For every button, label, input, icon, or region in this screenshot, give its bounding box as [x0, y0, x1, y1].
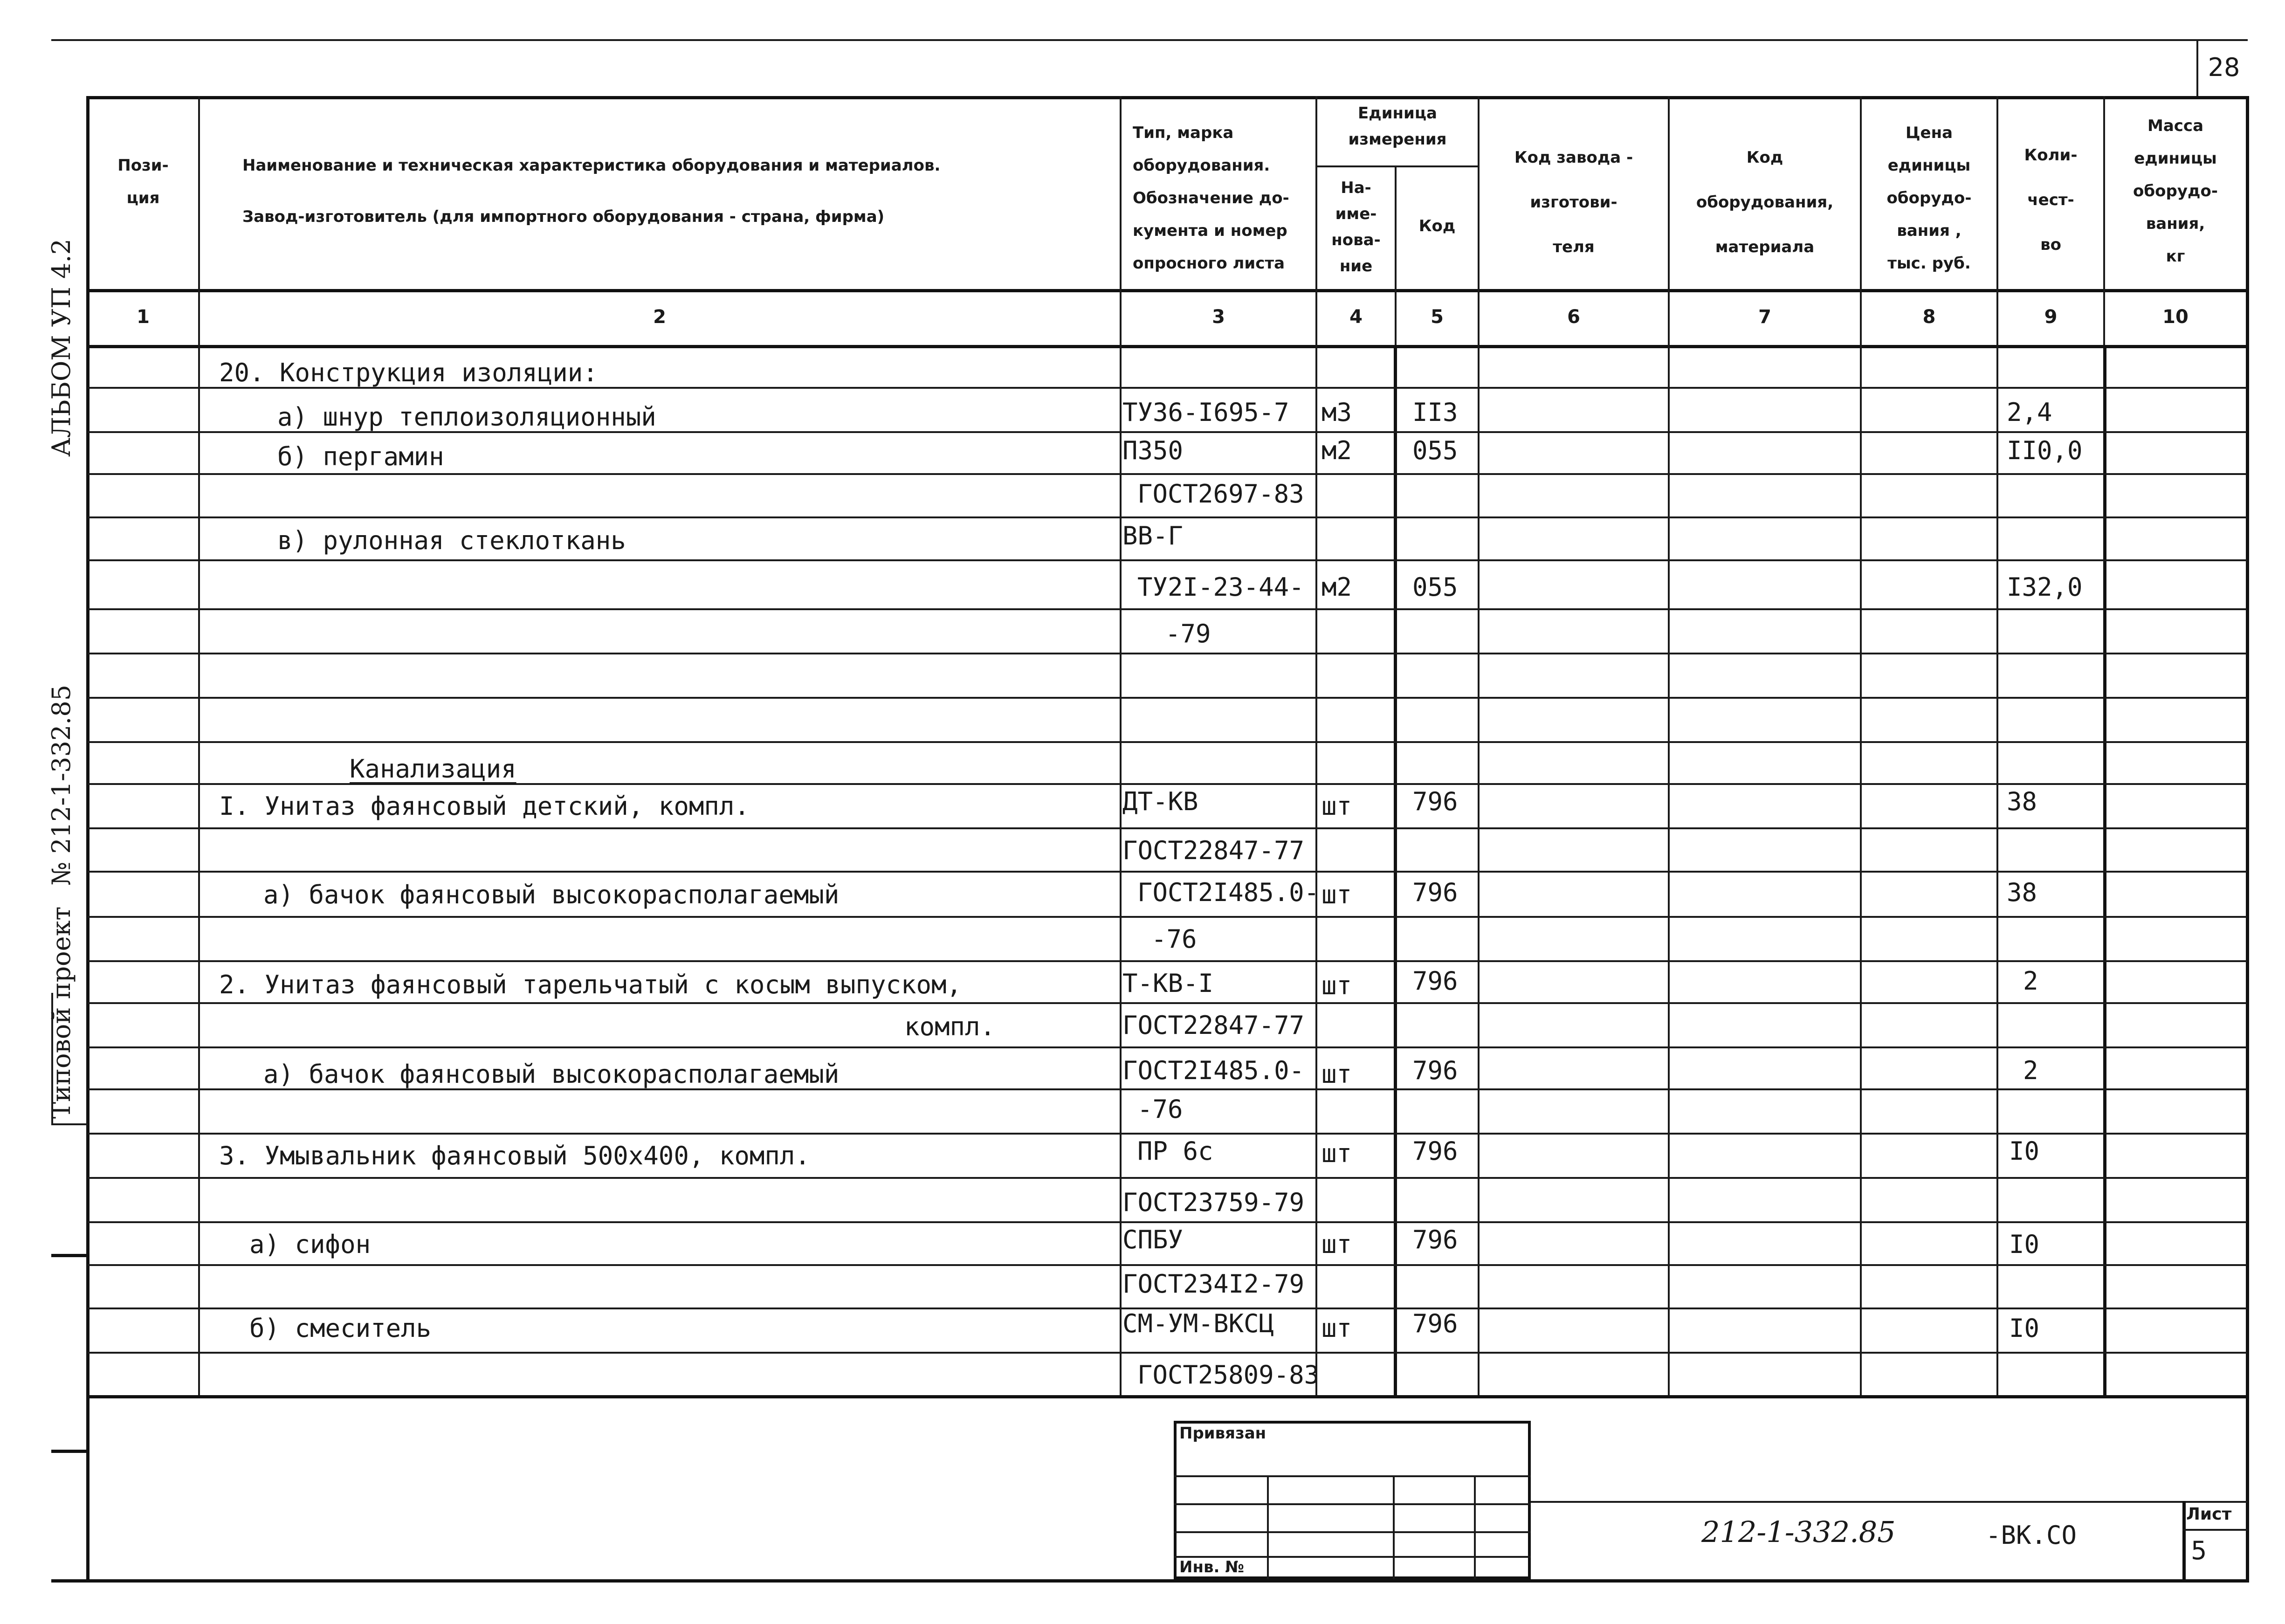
bound-label: Привязан	[1179, 1424, 1266, 1443]
row-qty: 2	[2023, 1056, 2038, 1085]
row-qty: 38	[2007, 878, 2037, 907]
row-name: б) смеситель	[249, 1314, 432, 1343]
row-qty: I0	[2009, 1314, 2040, 1343]
sheet-label: Лист	[2186, 1505, 2232, 1524]
row-type: П350	[1122, 436, 1184, 465]
row-name: а) шнур теплоизоляционный	[277, 402, 656, 432]
header-position: Пози- ция	[117, 156, 169, 207]
row-type: -79	[1165, 619, 1211, 648]
header-unit-code: Код	[1418, 217, 1456, 235]
row-unit: шт	[1321, 971, 1352, 1000]
row-type: ГОСТ234I2-79	[1122, 1269, 1305, 1299]
sheet-number: 28	[2208, 53, 2240, 82]
col-sep	[198, 96, 200, 1397]
row-code: 055	[1412, 572, 1458, 602]
margin-tick	[51, 1450, 88, 1453]
row-code: 796	[1412, 1136, 1458, 1166]
row-type: ГОСТ22847-77	[1122, 1011, 1305, 1040]
row-name: а) бачок фаянсовый высокорасполагаемый	[263, 880, 840, 909]
row-unit: шт	[1321, 1314, 1352, 1343]
row-unit: шт	[1321, 880, 1352, 909]
unit-group-line	[1315, 165, 1478, 167]
row-unit: м2	[1321, 572, 1352, 602]
col-number: 9	[2044, 306, 2058, 328]
row-type: -76	[1151, 924, 1197, 954]
row-qty: 2	[2023, 966, 2038, 996]
row-unit: шт	[1321, 791, 1352, 821]
row-unit: шт	[1321, 1230, 1352, 1259]
header-quantity: Коли- чест- во	[2024, 146, 2078, 254]
header-name: Наименование и техническая характеристика оборудования и материалов. Завод-изготовитель (для импортного оборудования - страна, фирма)	[242, 156, 941, 226]
col-number: 6	[1567, 306, 1580, 328]
row-type: ГОСТ22847-77	[1122, 836, 1305, 865]
row-unit: шт	[1321, 1060, 1352, 1089]
row-type: ГОСТ2I485.0-	[1137, 878, 1320, 907]
row-type: ГОСТ2I485.0-	[1122, 1056, 1305, 1085]
row-name: а) бачок фаянсовый высокорасполагаемый	[263, 1060, 840, 1089]
row-type: СПБУ	[1122, 1225, 1184, 1254]
project-number-label: № 212-1-332.85	[47, 684, 76, 886]
row-type: ТУ2I-23-44-	[1137, 572, 1304, 602]
col-number: 4	[1349, 306, 1363, 328]
sheet-value: 5	[2191, 1536, 2207, 1565]
designation-suffix: -ВК.СО	[1986, 1521, 2077, 1550]
row-type: ВВ-Г	[1122, 521, 1184, 551]
colnum-bottom	[86, 345, 2249, 348]
header-price: Цена единицы оборудо- вания , тыс. руб.	[1886, 124, 1972, 273]
row-name: 3. Умывальник фаянсовый 500х400, компл.	[219, 1141, 810, 1170]
margin-tick	[51, 1254, 88, 1257]
row-code: 055	[1412, 436, 1458, 465]
header-equipment-code: Код оборудования, материала	[1696, 148, 1834, 256]
row-qty: I0	[2009, 1136, 2040, 1166]
row-name: 2. Унитаз фаянсовый тарельчатый с косым выпуском,	[219, 970, 962, 999]
row-type: ГОСТ25809-83	[1137, 1360, 1320, 1390]
row-code: 796	[1412, 787, 1458, 816]
header-mass: Масса единицы оборудо- вания, кг	[2133, 117, 2218, 266]
designation-handwritten: 212-1-332.85	[1701, 1515, 1896, 1549]
row-name: а) сифон	[249, 1230, 371, 1259]
row-name: б) пергамин	[277, 442, 444, 471]
row-type: ТУ36-I695-7	[1122, 398, 1289, 427]
col-number: 2	[653, 306, 666, 328]
col-number: 7	[1758, 306, 1771, 328]
frame-bottom	[51, 1579, 2249, 1583]
frame-top	[86, 96, 2249, 99]
row-type: ДТ-КВ	[1122, 787, 1198, 816]
album-label: АЛЬБОМ УП 4.2	[47, 239, 76, 457]
row-type: Т-КВ-I	[1122, 969, 1214, 998]
project-type-label: Типовой проект	[47, 906, 76, 1119]
row-unit: шт	[1321, 1139, 1352, 1168]
row-type: ГОСТ2697-83	[1137, 479, 1304, 509]
row-qty: I32,0	[2007, 572, 2083, 602]
header-factory-code: Код завода - изготови- теля	[1514, 148, 1633, 256]
table-bottom	[86, 1395, 2249, 1398]
row-name: 20. Конструкция изоляции:	[219, 358, 598, 387]
section-heading: Канализация	[350, 754, 516, 784]
row-qty: 2,4	[2007, 398, 2052, 427]
row-name: в) рулонная стеклоткань	[277, 526, 626, 555]
row-unit: м3	[1321, 398, 1352, 427]
row-type: ГОСТ23759-79	[1122, 1188, 1305, 1217]
row-code: 796	[1412, 1056, 1458, 1085]
row-code: 796	[1412, 1309, 1458, 1338]
col-number: 1	[137, 306, 150, 328]
row-qty: II0,0	[2007, 436, 2083, 465]
row-name: компл.	[904, 1012, 996, 1041]
row-code: 796	[1412, 878, 1458, 907]
row-code: 796	[1412, 966, 1458, 996]
col-number: 3	[1212, 306, 1225, 328]
header-unit-name: На- име- нова- ние	[1331, 179, 1381, 275]
row-name: I. Унитаз фаянсовый детский, компл.	[219, 791, 750, 821]
row-code: II3	[1412, 398, 1458, 427]
header-type: Тип, марка оборудования. Обозначение до- кумента и номер опросного листа	[1133, 124, 1289, 273]
row-type: СМ-УМ-ВКСЦ	[1122, 1309, 1274, 1338]
col-number: 5	[1431, 306, 1444, 328]
header-unit: Единица измерения	[1348, 104, 1447, 149]
row-qty: I0	[2009, 1230, 2040, 1259]
frame-right	[2246, 96, 2249, 1580]
col-number: 10	[2162, 306, 2189, 328]
row-type: ПР 6с	[1137, 1136, 1213, 1166]
row-unit: м2	[1321, 436, 1352, 465]
col-number: 8	[1922, 306, 1936, 328]
top-border	[51, 39, 2248, 41]
row-code: 796	[1412, 1225, 1458, 1254]
inv-label: Инв. №	[1179, 1558, 1245, 1576]
margin-tick	[51, 1123, 88, 1125]
row-qty: 38	[2007, 787, 2037, 816]
row-type: -76	[1137, 1094, 1183, 1124]
